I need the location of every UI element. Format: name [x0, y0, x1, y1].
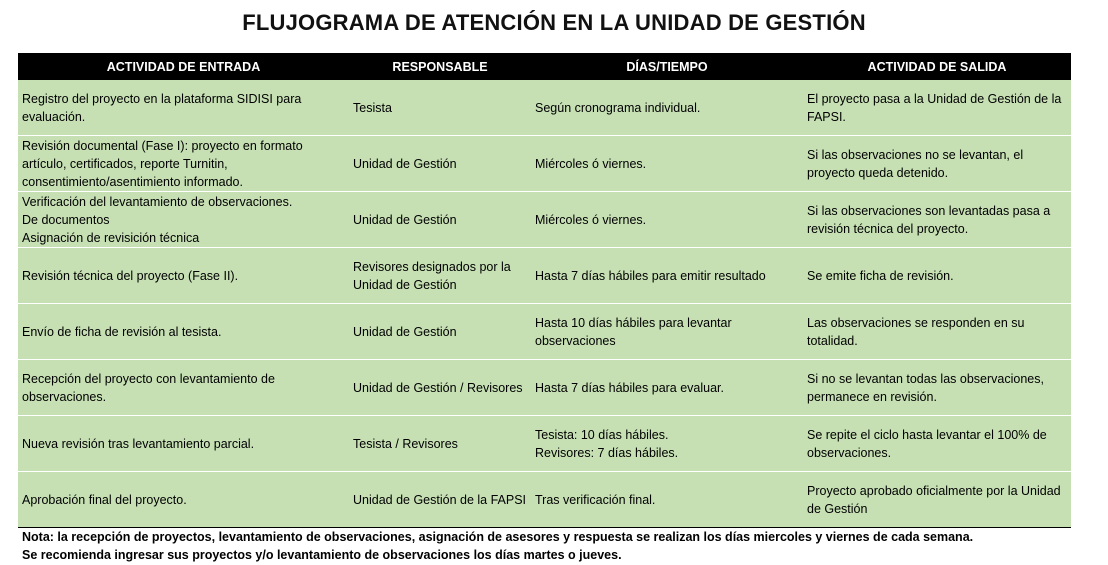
cell-tiempo: Miércoles ó viernes.: [531, 192, 803, 248]
cell-responsable: Unidad de Gestión: [349, 304, 531, 360]
cell-entrada: Recepción del proyecto con levantamiento de observaciones.: [18, 360, 349, 416]
cell-tiempo: Tesista: 10 días hábiles. Revisores: 7 días hábiles.: [531, 416, 803, 472]
flowchart-table: [18, 53, 1071, 528]
cell-responsable: Unidad de Gestión: [349, 192, 531, 248]
cell-entrada: Revisión documental (Fase I): proyecto en formato artículo, certificados, reporte Turnitin, consentimiento/asentimiento informado.: [18, 136, 349, 192]
cell-entrada: Aprobación final del proyecto.: [18, 472, 349, 528]
cell-responsable: Tesista: [349, 80, 531, 136]
page-title: FLUJOGRAMA DE ATENCIÓN EN LA UNIDAD DE GESTIÓN: [242, 10, 866, 35]
cell-salida: Si las observaciones no se levantan, el proyecto queda detenido.: [803, 136, 1071, 192]
table-row: [18, 136, 1071, 192]
table-row: [18, 248, 1071, 304]
cell-tiempo: Miércoles ó viernes.: [531, 136, 803, 192]
header-actividad-salida: ACTIVIDAD DE SALIDA: [803, 53, 1071, 80]
cell-entrada: Verificación del levantamiento de observaciones. De documentos Asignación de revisición técnica: [18, 192, 349, 248]
table-row: [18, 192, 1071, 248]
cell-tiempo: Hasta 10 días hábiles para levantar observaciones: [531, 304, 803, 360]
cell-responsable: Unidad de Gestión / Revisores: [349, 360, 531, 416]
cell-salida: El proyecto pasa a la Unidad de Gestión de la FAPSI.: [803, 80, 1071, 136]
cell-entrada: Envío de ficha de revisión al tesista.: [18, 304, 349, 360]
footnote-line: Se recomienda ingresar sus proyectos y/o levantamiento de observaciones los días martes o jueves.: [22, 548, 622, 562]
cell-tiempo: Hasta 7 días hábiles para emitir resultado: [531, 248, 803, 304]
header-responsable: RESPONSABLE: [349, 53, 531, 80]
cell-salida: Se repite el ciclo hasta levantar el 100% de observaciones.: [803, 416, 1071, 472]
cell-tiempo: Según cronograma individual.: [531, 80, 803, 136]
table-row: [18, 472, 1071, 528]
header-actividad-entrada: ACTIVIDAD DE ENTRADA: [18, 53, 349, 80]
cell-salida: Si las observaciones son levantadas pasa a revisión técnica del proyecto.: [803, 192, 1071, 248]
cell-tiempo: Hasta 7 días hábiles para evaluar.: [531, 360, 803, 416]
cell-tiempo: Tras verificación final.: [531, 472, 803, 528]
cell-salida: Proyecto aprobado oficialmente por la Unidad de Gestión: [803, 472, 1071, 528]
cell-responsable: Tesista / Revisores: [349, 416, 531, 472]
table-row: [18, 80, 1071, 136]
cell-salida: Se emite ficha de revisión.: [803, 248, 1071, 304]
table-header-row: [18, 53, 1071, 80]
footnote-line: Nota: la recepción de proyectos, levantamiento de observaciones, asignación de asesores y respuesta se realizan los días miercoles y viernes de cada semana.: [22, 530, 974, 544]
table-row: [18, 304, 1071, 360]
header-dias-tiempo: DÍAS/TIEMPO: [531, 53, 803, 80]
cell-salida: Si no se levantan todas las observaciones, permanece en revisión.: [803, 360, 1071, 416]
cell-entrada: Nueva revisión tras levantamiento parcial.: [18, 416, 349, 472]
footnote: [22, 528, 973, 564]
cell-salida: Las observaciones se responden en su totalidad.: [803, 304, 1071, 360]
table-row: [18, 416, 1071, 472]
cell-responsable: Revisores designados por la Unidad de Gestión: [349, 248, 531, 304]
table-row: [18, 360, 1071, 416]
cell-responsable: Unidad de Gestión: [349, 136, 531, 192]
cell-responsable: Unidad de Gestión de la FAPSI: [349, 472, 531, 528]
cell-entrada: Revisión técnica del proyecto (Fase II).: [18, 248, 349, 304]
cell-entrada: Registro del proyecto en la plataforma SIDISI para evaluación.: [18, 80, 349, 136]
